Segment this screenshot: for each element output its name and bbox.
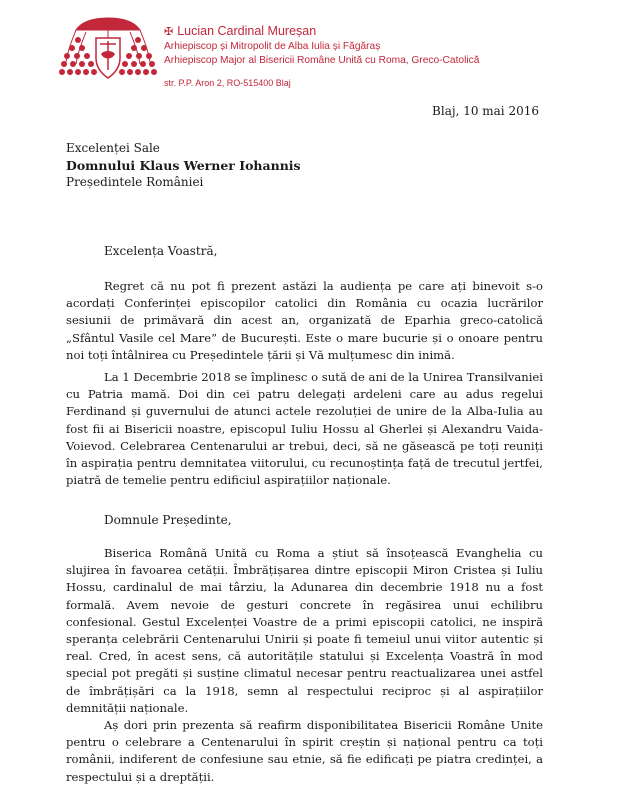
paragraph: La 1 Decembrie 2018 se împlinesc o sută de ani de la Unirea Transilvaniei cu Patria mamă. Doi din cei patru delegați ardeleni care au adus regelui Ferdinand și guvernului de atunci actele rezoluției de unire de la Alba-Iulia au fost fii ai Bisericii noastre, episcopul Iuliu Hossu al Gherlei și Alexandru Vaida-Voievod. Celebrarea Centenarului ar trebui, deci, să ne găsească pe toți reuniți în aspirația pentru demnitatea viitorului, cu recunoștința față de trecutul jertfei, piatră de temelie pentru edificiul aspirațiilor naționale.: [66, 370, 543, 488]
salutation: Domnule Președinte,: [104, 513, 232, 527]
cardinal-coat-of-arms-icon: [58, 14, 158, 84]
salutation: Excelența Voastră,: [104, 244, 218, 258]
letterhead-address: str. P.P. Aron 2, RO-515400 Blaj: [164, 78, 291, 88]
paragraph: Aș dori prin prezenta să reafirm disponibilitatea Bisericii Române Unite pentru o celebrare a Centenarului în spirit creștin și național pentru ca toți românii, indiferent de confesiune sau etnie, să fie edificați pe piatra credinței, a respectului și a dreptății.: [66, 718, 543, 784]
recipient-title: Președintele României: [66, 175, 204, 189]
letterhead-name-text: Lucian Cardinal Mureșan: [177, 24, 317, 38]
letter-date: Blaj, 10 mai 2016: [432, 104, 539, 118]
letterhead-title-2: Arhiepiscop Major al Bisericii Române Unită cu Roma, Greco-Catolică: [164, 55, 480, 66]
paragraph: Biserica Română Unită cu Roma a știut să însoțească Evanghelia cu slujirea în favoarea cetății. Îmbrățișarea dintre episcopii Miron Cristea și Iuliu Hossu, cardinalul de mai târziu, la Adunarea din decembrie 1918 nu a fost formală. Avem nevoie de gesturi concrete în regăsirea unui echilibru confesional. Gestul Excelenței Voastre de a primi episcopii catolici, ne inspiră speranța celebrării Centenarului Unirii și poate fi temeiul unui viitor autentic și real. Cred, în acest sens, că autoritățile statului și Excelența Voastră în mod special pot pregăti și susține climatul necesar pentru reactualizarea unei astfel de îmbrățișări ca la 1918, semn al respectului reciproc și al aspirațiilor demnității naționale.: [66, 546, 543, 715]
letterhead-title-1: Arhiepiscop și Mitropolit de Alba Iulia și Făgăraș: [164, 41, 381, 52]
recipient-honorific: Excelenței Sale: [66, 141, 160, 155]
paragraph: Regret că nu pot fi prezent astăzi la audiența pe care ați binevoit s-o acordați Conferinței episcopilor catolici din România cu ocazia lucrărilor sesiunii de primăvară din acest an, organizată de Eparhia greco-catolică „Sfântul Vasile cel Mare” de București. Este o mare bucurie și o onoare pentru noi toți întâlnirea cu Președintele țării și Vă mulțumesc din inimă.: [66, 279, 543, 362]
recipient-name: Domnului Klaus Werner Iohannis: [66, 158, 301, 173]
cross-pattee-icon: ✠: [164, 26, 174, 38]
letterhead-name: [164, 24, 316, 38]
